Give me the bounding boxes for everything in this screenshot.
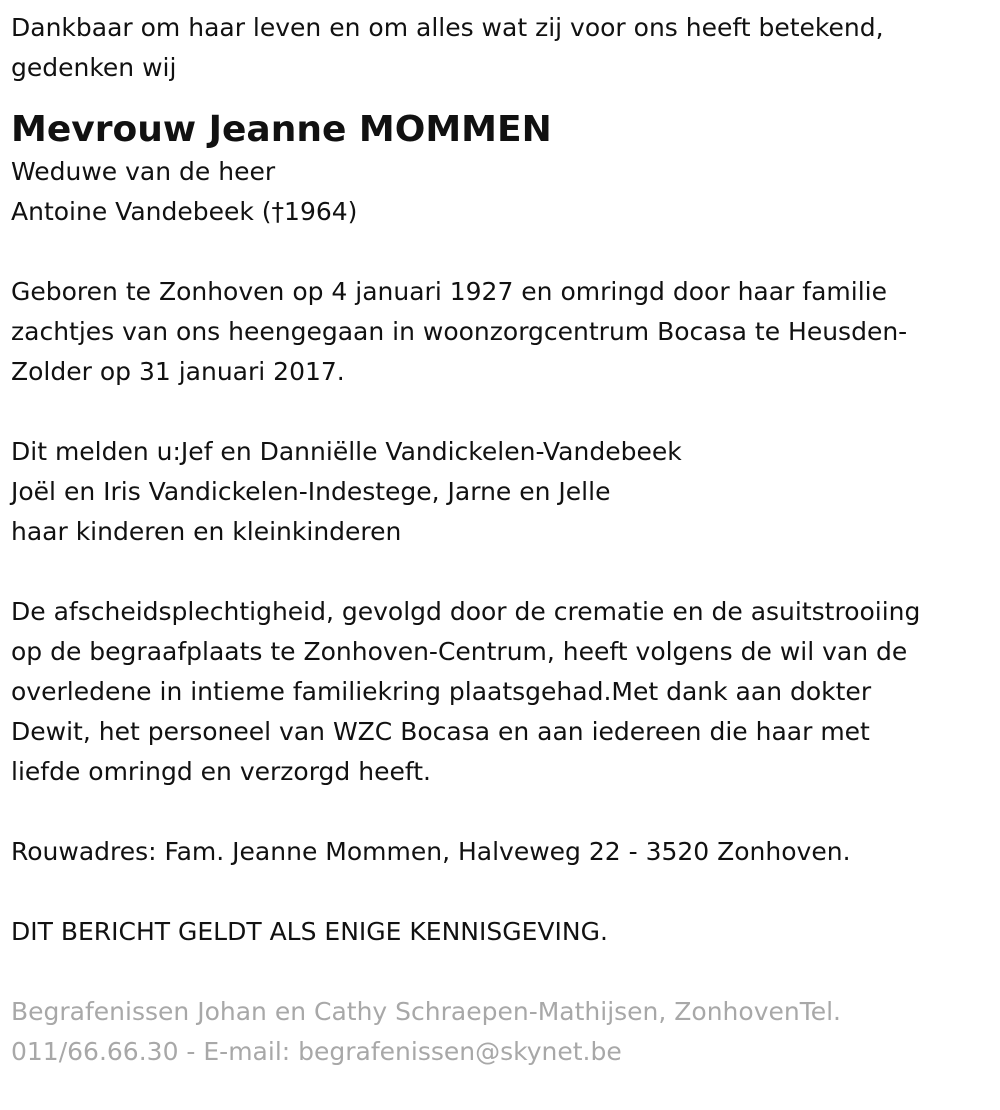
announced-by-line-2: Joël en Iris Vandickelen-Indestege, Jarne en Jelle [11,477,611,506]
announced-by-line-3: haar kinderen en kleinkinderen [11,517,402,546]
spacer [11,88,1000,108]
mourning-address: Rouwadres: Fam. Jeanne Mommen, Halveweg 22 - 3520 Zonhoven. [11,837,851,866]
ceremony-line-2: op de begraafplaats te Zonhoven-Centrum, heeft volgens de wil van de [11,637,908,666]
spacer [11,552,1000,592]
spacer [11,952,1000,992]
announced-by-line-1: Dit melden u:Jef en Danniëlle Vandickelen-Vandebeek [11,437,682,466]
deceased-name: Mevrouw Jeanne MOMMEN [11,109,552,150]
spacer [11,232,1000,272]
spacer [11,872,1000,912]
intro-line-1: Dankbaar om haar leven en om alles wat zij voor ons heeft betekend, [11,13,884,42]
birth-death-line-1: Geboren te Zonhoven op 4 januari 1927 en omringd door haar familie [11,277,887,306]
sole-notice: DIT BERICHT GELDT ALS ENIGE KENNISGEVING. [11,917,608,946]
ceremony-line-5: liefde omringd en verzorgd heeft. [11,757,431,786]
funeral-home-line-2: 011/66.66.30 - E-mail: begrafenissen@skynet.be [11,1037,622,1066]
birth-death-line-3: Zolder op 31 januari 2017. [11,357,345,386]
intro-line-2: gedenken wij [11,53,177,82]
spacer [11,392,1000,432]
funeral-home-line-1: Begrafenissen Johan en Cathy Schraepen-Mathijsen, ZonhovenTel. [11,997,842,1026]
ceremony-line-4: Dewit, het personeel van WZC Bocasa en aan iedereen die haar met [11,717,870,746]
birth-death-line-2: zachtjes van ons heengegaan in woonzorgcentrum Bocasa te Heusden- [11,317,908,346]
deceased-spouse: Antoine Vandebeek (†1964) [11,197,358,226]
ceremony-line-1: De afscheidsplechtigheid, gevolgd door de crematie en de asuitstrooiing [11,597,921,626]
spacer [11,792,1000,832]
deceased-relation: Weduwe van de heer [11,157,276,186]
ceremony-line-3: overledene in intieme familiekring plaatsgehad.Met dank aan dokter [11,677,872,706]
